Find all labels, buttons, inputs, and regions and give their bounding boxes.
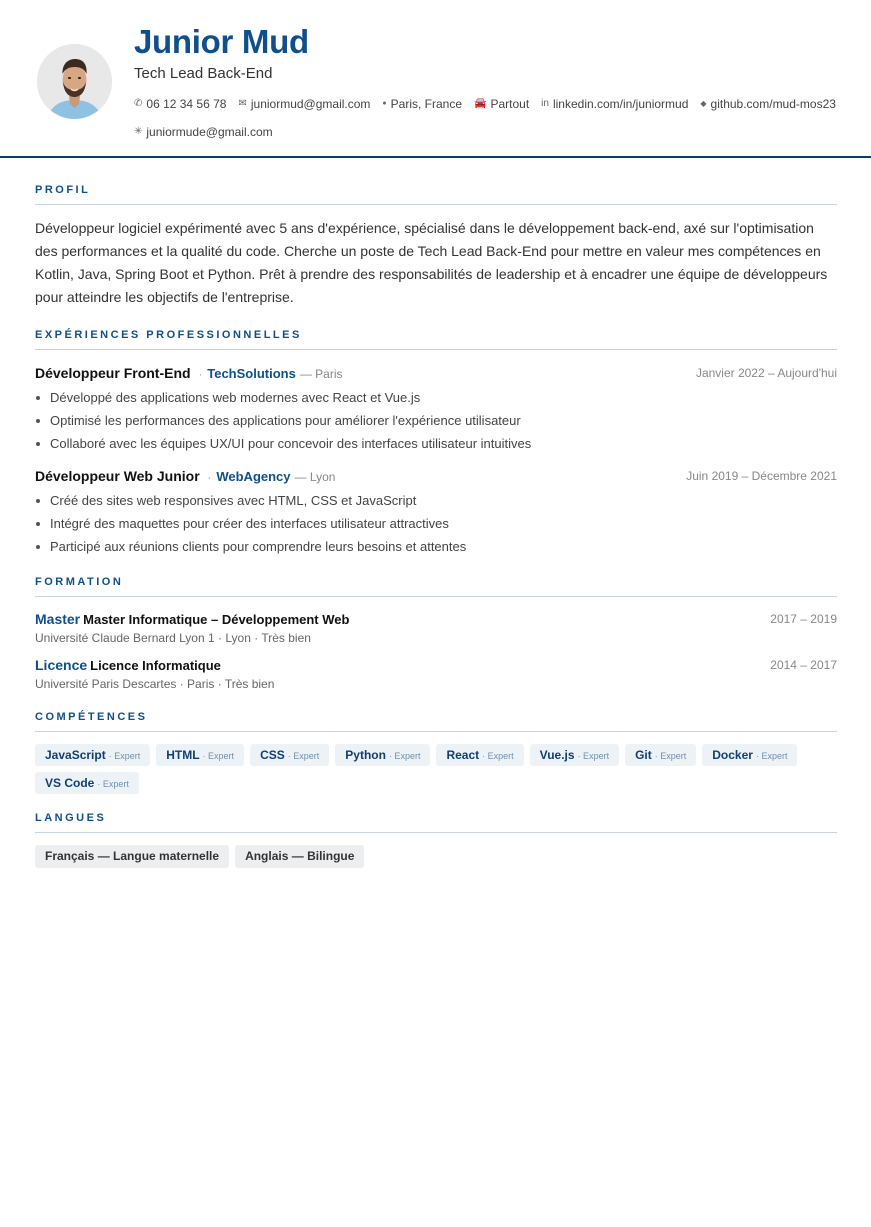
education-institution: Université Claude Bernard Lyon 1 · Lyon · Très bien: [35, 631, 311, 645]
list-item: Intégré des maquettes pour créer des interfaces utilisateur attractives: [35, 512, 837, 535]
skill-chip: Vue.js · Expert: [530, 744, 619, 766]
avatar-portrait-icon: [37, 44, 112, 119]
education-item: [35, 609, 837, 647]
job-bullets: [35, 386, 837, 455]
skill-chip: CSS · Expert: [250, 744, 329, 766]
education-institution: Université Paris Descartes · Paris · Très bien: [35, 677, 275, 691]
education-section: [35, 574, 837, 693]
education-degree: Master: [35, 611, 81, 627]
avatar: [37, 44, 112, 119]
linkedin-icon: in: [541, 98, 549, 109]
profile-text: Développeur logiciel expérimenté avec 5 ans d'expérience, spécialisé dans le développement back-end, axé sur l'optimisation des performances et la qualité du code. Cherche un poste de Tech Lead Back-End pour mettre en valeur mes compétences en Kotlin, Java, Spring Boot et Python. Prêt à prendre des responsabilités de leadership et à encadrer une équipe de développeurs pour atteindre les objectifs de l'entreprise.: [35, 220, 828, 305]
education-item: [35, 655, 837, 693]
skill-chip: Python · Expert: [335, 744, 430, 766]
location-icon: ●: [382, 100, 387, 107]
list-item: Créé des sites web responsives avec HTML, CSS et JavaScript: [35, 489, 837, 512]
list-item: Optimisé les performances des applications pour améliorer l'expérience utilisateur: [35, 409, 837, 432]
resume-body: [35, 182, 837, 868]
language-list: [35, 845, 837, 868]
job-bullets: [35, 489, 837, 558]
section-title-profile: PROFIL: [35, 182, 837, 205]
list-item: Développé des applications web modernes avec React et Vue.js: [35, 386, 837, 409]
contact-skype[interactable]: ✳ juniormude@gmail.com: [134, 122, 273, 142]
car-icon: 🚘: [474, 98, 487, 109]
skills-section: [35, 709, 837, 794]
skill-chip: Docker · Expert: [702, 744, 797, 766]
contact-email[interactable]: ✉ juniormud@gmail.com: [238, 94, 370, 114]
section-title-languages: LANGUES: [35, 810, 837, 833]
resume-header: [0, 0, 871, 158]
profile-section: [35, 182, 837, 309]
job-separator: ·: [207, 472, 212, 484]
contact-linkedin[interactable]: in linkedin.com/in/juniormud: [541, 94, 688, 114]
job-title: Développeur Web Junior: [35, 468, 200, 484]
education-date: 2014 – 2017: [770, 658, 837, 672]
skill-chip: React · Expert: [436, 744, 523, 766]
education-degree: Licence: [35, 657, 88, 673]
job-company: TechSolutions: [207, 366, 296, 381]
job-company: WebAgency: [216, 469, 291, 484]
contact-location: ● Paris, France: [382, 94, 462, 114]
list-item: Collaboré avec les équipes UX/UI pour concevoir des interfaces utilisateur intuitives: [35, 432, 837, 455]
list-item: Participé aux réunions clients pour comprendre leurs besoins et attentes: [35, 535, 837, 558]
experience-item: [35, 465, 837, 558]
contact-mobility: 🚘 Partout: [474, 94, 529, 114]
section-title-education: FORMATION: [35, 574, 837, 597]
section-title-skills: COMPÉTENCES: [35, 709, 837, 732]
languages-section: [35, 810, 837, 868]
job-location: — Lyon: [294, 470, 336, 484]
contact-github[interactable]: ◆ github.com/mud-mos23: [700, 94, 836, 114]
skill-chip: JavaScript · Expert: [35, 744, 150, 766]
section-title-experience: EXPÉRIENCES PROFESSIONNELLES: [35, 327, 837, 350]
candidate-name: Junior Mud: [134, 23, 309, 60]
education-date: 2017 – 2019: [770, 612, 837, 626]
skill-list: [35, 744, 837, 794]
contact-list: [134, 94, 854, 142]
experience-section: [35, 327, 837, 558]
education-title: Master Informatique – Développement Web: [83, 612, 350, 627]
skill-chip: VS Code · Expert: [35, 772, 139, 794]
education-title: Licence Informatique: [90, 658, 221, 673]
job-date: Juin 2019 – Décembre 2021: [686, 469, 837, 483]
job-title: Développeur Front-End: [35, 365, 191, 381]
language-chip: Anglais — Bilingue: [235, 845, 364, 868]
language-chip: Français — Langue maternelle: [35, 845, 229, 868]
job-location: — Paris: [299, 367, 343, 381]
job-separator: ·: [198, 369, 203, 381]
contact-phone[interactable]: ✆ 06 12 34 56 78: [134, 94, 226, 114]
experience-item: [35, 362, 837, 455]
skill-chip: Git · Expert: [625, 744, 696, 766]
phone-icon: ✆: [134, 98, 143, 109]
skype-icon: ✳: [134, 126, 143, 137]
job-date: Janvier 2022 – Aujourd'hui: [695, 366, 837, 380]
github-icon: ◆: [700, 99, 707, 108]
mail-icon: ✉: [238, 98, 247, 109]
candidate-role: Tech Lead Back-End: [134, 65, 273, 82]
skill-chip: HTML · Expert: [156, 744, 244, 766]
